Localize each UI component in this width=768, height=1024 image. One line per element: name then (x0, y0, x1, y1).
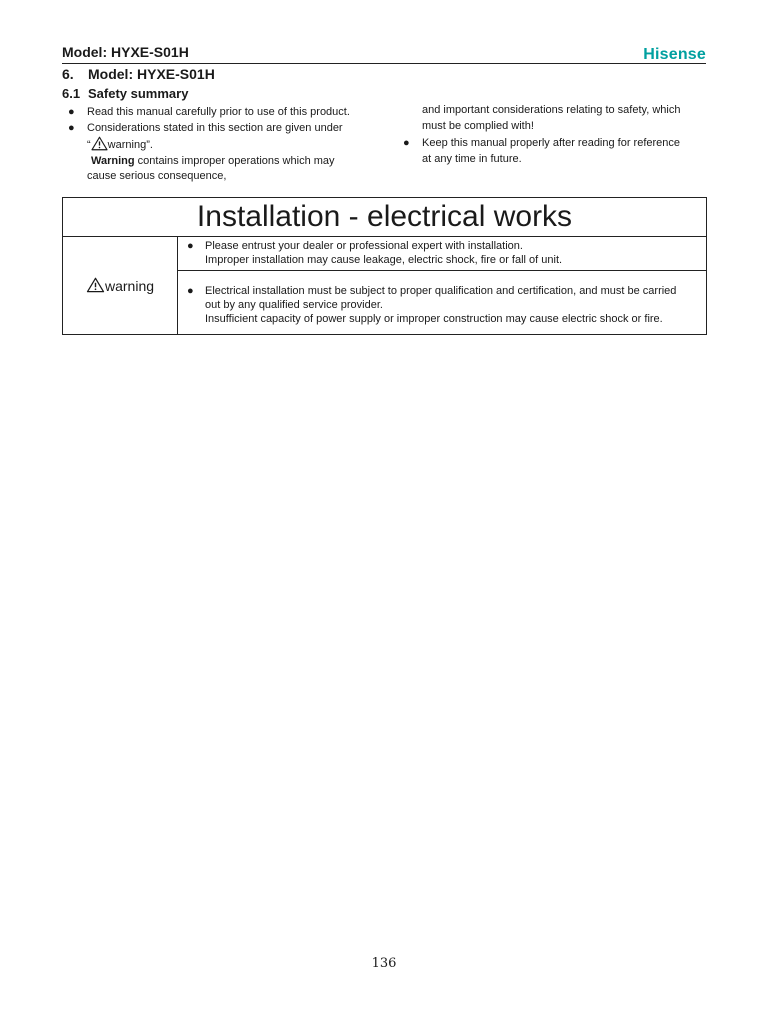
warning-triangle-icon (91, 136, 108, 151)
bullet: ● (187, 240, 194, 252)
bullet: ● (187, 285, 194, 297)
subsection-title: Safety summary (88, 86, 189, 101)
summary-left-column (68, 105, 388, 185)
table-item-cell (178, 237, 707, 271)
summary-item-text: Considerations stated in this section are given under (87, 121, 343, 134)
warning-triangle-icon (86, 277, 105, 293)
bullet: ● (68, 106, 75, 118)
summary-item-text: Read this manual carefully prior to use of this product. (87, 106, 350, 118)
page-number: 136 (371, 956, 397, 971)
list-item (68, 121, 388, 137)
warning-quote-line (68, 136, 388, 154)
section-title: Model: HYXE-S01H (88, 66, 215, 82)
warning-label: warning (104, 278, 155, 294)
list-item (182, 239, 702, 267)
hisense-logo: Hisense (643, 46, 706, 63)
continuation-line: and important considerations relating to safety, which (422, 104, 681, 116)
section-heading (62, 66, 215, 82)
warning-label-cell (63, 237, 178, 335)
section-number: 6. (62, 66, 74, 82)
quote-open: “ (87, 139, 91, 151)
subsection-number: 6.1 (62, 86, 81, 101)
installation-table (62, 197, 707, 335)
list-item (68, 105, 388, 121)
item-line: Electrical installation must be subject to proper qualification and certification, and must be carried (205, 285, 677, 297)
header-model: Model: HYXE-S01H (62, 44, 189, 60)
item-line: Insufficient capacity of power supply or improper construction may cause electric shock or fire. (205, 313, 663, 325)
item-line: Improper installation may cause leakage, electric shock, fire or fall of unit. (205, 254, 563, 266)
list-item-continuation: at any time in future. (422, 152, 522, 165)
warning-bold-word: Warning (91, 154, 135, 167)
bullet: ● (403, 137, 410, 149)
item-line: out by any qualified service provider. (205, 299, 383, 311)
subsection-heading (62, 86, 188, 101)
bullet: ● (68, 121, 75, 134)
list-item (403, 136, 713, 152)
warning-continuation (68, 169, 388, 185)
table-row (63, 237, 707, 271)
warning-description (68, 154, 388, 170)
quote-word: warning”. (107, 139, 153, 151)
continuation-line: must be complied with! (422, 119, 534, 132)
table-item-cell (178, 271, 707, 335)
list-item (182, 284, 702, 326)
page-header (62, 44, 706, 64)
warning-description-text: contains improper operations which may (134, 154, 335, 167)
summary-item-text: Keep this manual properly after reading for reference (422, 137, 681, 149)
table-title: Installation - electrical works (63, 198, 707, 237)
summary-right-column (403, 103, 713, 167)
continuation-text: cause serious consequence, (87, 170, 227, 182)
item-line: Please entrust your dealer or professional expert with installation. (205, 240, 523, 252)
